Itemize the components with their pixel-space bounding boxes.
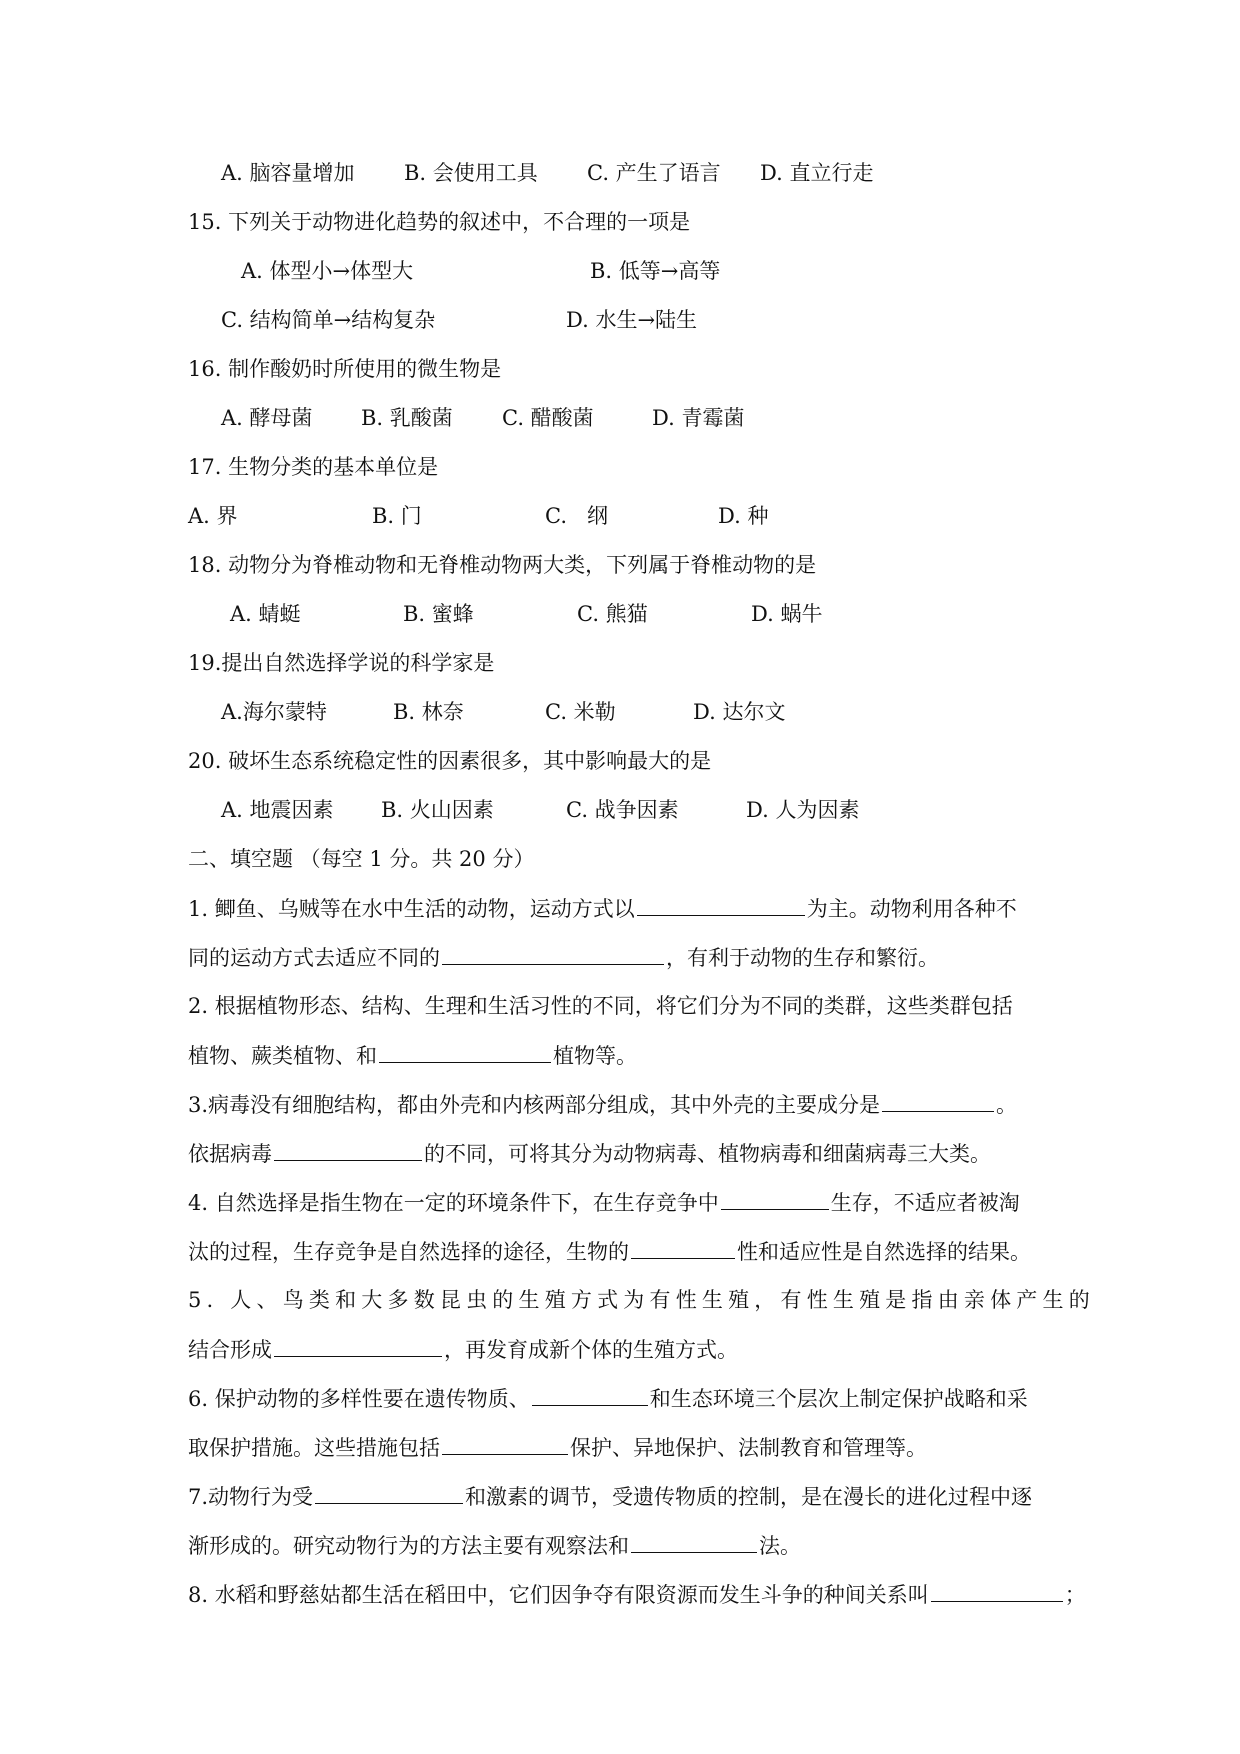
section-heading: 二、填空题 （每空 1 分。共 20 分） [188, 847, 535, 871]
q20-stem: 20. 破坏生态系统稳定性的因素很多，其中影响最大的是 [188, 749, 712, 773]
fill-q2-line1: 2. 根据植物形态、结构、生理和生活习性的不同，将它们分为不同的类群，这些类群包括 [188, 994, 1013, 1018]
q19-stem: 19.提出自然选择学说的科学家是 [188, 651, 495, 675]
fill-q3-blank-1[interactable] [882, 1089, 994, 1112]
q14-option-c[interactable]: C. 产生了语言 [587, 161, 721, 185]
q19-options [0, 697, 1240, 727]
fill-q1-text-c: 同的运动方式去适应不同的 [188, 946, 440, 970]
fill-q1-text-a: 1. 鲫鱼、乌贼等在水中生活的动物，运动方式以 [188, 897, 635, 921]
q20-option-b[interactable]: B. 火山因素 [381, 798, 494, 822]
fill-q7-line1 [188, 1481, 1032, 1511]
fill-q1-line1 [188, 893, 1017, 923]
fill-q5-text-c: ，再发育成新个体的生殖方式。 [444, 1338, 738, 1362]
q20-options [0, 795, 1240, 825]
fill-q7-blank-1[interactable] [315, 1481, 463, 1504]
q17-option-d[interactable]: D. 种 [718, 504, 769, 528]
q15-option-c[interactable]: C. 结构简单→结构复杂 [221, 308, 436, 332]
fill-q3-text-a: 3.病毒没有细胞结构，都由外壳和内核两部分组成，其中外壳的主要成分是 [188, 1093, 881, 1117]
fill-q4-line1 [188, 1187, 1020, 1217]
fill-q1-blank-2[interactable] [442, 942, 664, 965]
q16-option-c[interactable]: C. 醋酸菌 [502, 406, 594, 430]
fill-q4-text-a: 4. 自然选择是指生物在一定的环境条件下，在生存竞争中 [188, 1191, 719, 1215]
q19-option-c[interactable]: C. 米勒 [545, 700, 616, 724]
fill-q4-blank-1[interactable] [721, 1187, 829, 1210]
fill-q4-text-b: 生存，不适应者被淘 [830, 1191, 1020, 1215]
fill-q7-text-a: 7.动物行为受 [188, 1485, 314, 1509]
q17-option-a[interactable]: A. 界 [188, 504, 238, 528]
fill-q4-text-c: 汰的过程，生存竞争是自然选择的途径，生物的 [188, 1240, 629, 1264]
q15-options-row1 [0, 256, 1240, 286]
fill-q6-text-d: 保护、异地保护、法制教育和管理等。 [570, 1436, 927, 1460]
fill-q8-blank-1[interactable] [931, 1579, 1063, 1602]
q19-option-b[interactable]: B. 林奈 [393, 700, 464, 724]
fill-q2-blank-1[interactable] [379, 1040, 551, 1063]
fill-q3-line1 [188, 1089, 1017, 1119]
fill-q1-text-d: ，有利于动物的生存和繁衍。 [666, 946, 939, 970]
q16-option-b[interactable]: B. 乳酸菌 [361, 406, 453, 430]
fill-q5-blank-1[interactable] [274, 1334, 442, 1357]
fill-q4-blank-2[interactable] [631, 1236, 735, 1259]
fill-q6-text-b: 和生态环境三个层次上制定保护战略和采 [649, 1387, 1028, 1411]
q15-option-a[interactable]: A. 体型小→体型大 [241, 259, 414, 283]
fill-q8-text-a: 8. 水稻和野慈姑都生活在稻田中，它们因争夺有限资源而发生斗争的种间关系叫 [188, 1583, 929, 1607]
q17-option-b[interactable]: B. 门 [372, 504, 422, 528]
fill-q6-line2 [188, 1432, 927, 1462]
fill-q3-text-b: 。 [996, 1093, 1018, 1117]
fill-q3-line2 [188, 1138, 991, 1168]
q15-stem: 15. 下列关于动物进化趋势的叙述中，不合理的一项是 [188, 210, 691, 234]
q18-option-c[interactable]: C. 熊猫 [577, 602, 648, 626]
q20-option-d[interactable]: D. 人为因素 [746, 798, 860, 822]
fill-q6-text-a: 6. 保护动物的多样性要在遗传物质、 [188, 1387, 530, 1411]
q15-option-b[interactable]: B. 低等→高等 [590, 259, 721, 283]
fill-q7-line2 [188, 1530, 801, 1560]
q16-stem: 16. 制作酸奶时所使用的微生物是 [188, 357, 502, 381]
q19-option-a[interactable]: A.海尔蒙特 [221, 700, 327, 724]
fill-q3-blank-2[interactable] [274, 1138, 422, 1161]
q20-option-a[interactable]: A. 地震因素 [221, 798, 334, 822]
q16-option-a[interactable]: A. 酵母菌 [221, 406, 313, 430]
fill-q2-line2 [188, 1040, 637, 1070]
fill-q7-text-d: 法。 [759, 1534, 801, 1558]
q20-option-c[interactable]: C. 战争因素 [566, 798, 679, 822]
fill-q7-blank-2[interactable] [631, 1530, 757, 1553]
q17-option-c[interactable]: C. 纲 [545, 504, 609, 528]
fill-q5-line2 [188, 1334, 738, 1364]
q16-options [0, 403, 1240, 433]
fill-q6-text-c: 取保护措施。这些措施包括 [188, 1436, 440, 1460]
q19-option-d[interactable]: D. 达尔文 [693, 700, 786, 724]
q18-stem: 18. 动物分为脊椎动物和无脊椎动物两大类，下列属于脊椎动物的是 [188, 553, 817, 577]
fill-q5-line1: 5. 人、鸟类和大多数昆虫的生殖方式为有性生殖，有性生殖是指由亲体产生的 [188, 1288, 1095, 1312]
fill-q2-text-c: 植物等。 [553, 1044, 637, 1068]
q14-option-d[interactable]: D. 直立行走 [760, 161, 874, 185]
q15-options-row2 [0, 305, 1240, 335]
fill-q5-text-b: 结合形成 [188, 1338, 272, 1362]
fill-q2-text-b: 植物、蕨类植物、和 [188, 1044, 377, 1068]
fill-q6-blank-1[interactable] [532, 1383, 648, 1406]
q14-options [0, 158, 1240, 188]
q18-option-b[interactable]: B. 蜜蜂 [403, 602, 474, 626]
q18-option-a[interactable]: A. 蜻蜓 [230, 602, 301, 626]
q14-option-b[interactable]: B. 会使用工具 [404, 161, 538, 185]
fill-q1-blank-1[interactable] [637, 893, 805, 916]
fill-q4-text-d: 性和适应性是自然选择的结果。 [737, 1240, 1031, 1264]
q17-stem: 17. 生物分类的基本单位是 [188, 455, 439, 479]
q15-option-d[interactable]: D. 水生→陆生 [566, 308, 698, 332]
fill-q7-text-b: 和激素的调节，受遗传物质的控制，是在漫长的进化过程中逐 [465, 1485, 1033, 1509]
q16-option-d[interactable]: D. 青霉菌 [652, 406, 745, 430]
fill-q3-text-d: 的不同，可将其分为动物病毒、植物病毒和细菌病毒三大类。 [424, 1142, 991, 1166]
fill-q1-line2 [188, 942, 939, 972]
fill-q1-text-b: 为主。动物利用各种不 [806, 897, 1017, 921]
fill-q8-line1 [188, 1579, 1086, 1609]
q17-options [0, 501, 1240, 531]
fill-q8-text-b: ； [1064, 1583, 1086, 1607]
q14-option-a[interactable]: A. 脑容量增加 [221, 161, 355, 185]
fill-q6-blank-2[interactable] [442, 1432, 568, 1455]
fill-q3-text-c: 依据病毒 [188, 1142, 272, 1166]
fill-q7-text-c: 渐形成的。研究动物行为的方法主要有观察法和 [188, 1534, 629, 1558]
fill-q4-line2 [188, 1236, 1031, 1266]
q18-options [0, 599, 1240, 629]
fill-q6-line1 [188, 1383, 1028, 1413]
q18-option-d[interactable]: D. 蜗牛 [751, 602, 823, 626]
